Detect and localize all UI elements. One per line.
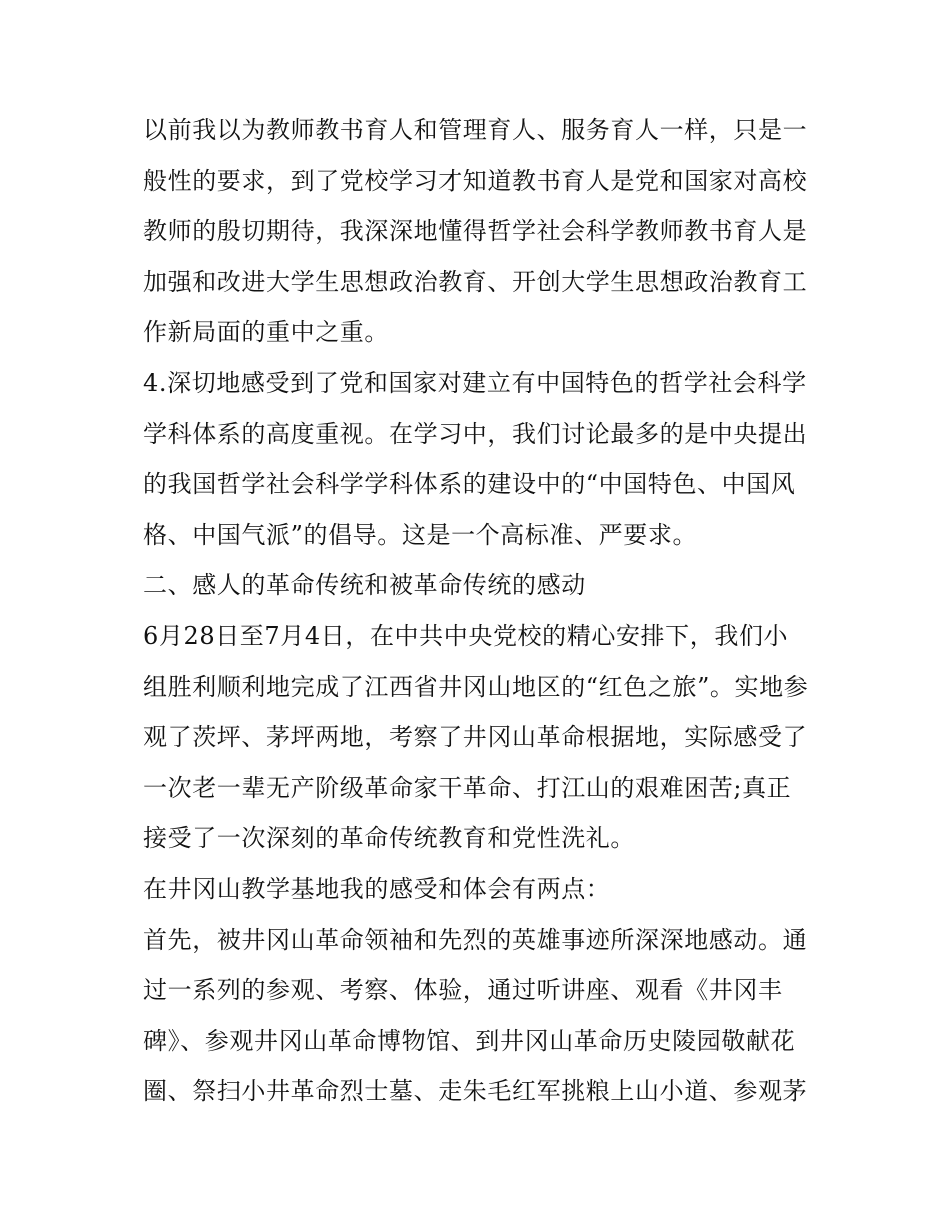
text-line-17: 首先，被井冈山革命领袖和先烈的英雄事迹所深深地感动。通: [143, 925, 808, 954]
section-heading: 二、感人的革命传统和被革命传统的感动: [143, 571, 586, 600]
text-line-4: 加强和改进大学生思想政治教育、开创大学生思想政治教育工: [143, 267, 808, 296]
text-line-6: 4.深切地感受到了党和国家对建立有中国特色的哲学社会科学: [143, 368, 807, 397]
text-line-2: 般性的要求，到了党校学习才知道教书育人是党和国家对高校: [143, 166, 808, 195]
text-line-19: 碑》、参观井冈山革命博物馆、到井冈山革命历史陵园敬献花: [143, 1026, 796, 1055]
text-line-14: 一次老一辈无产阶级革命家干革命、打江山的艰难困苦;真正: [143, 773, 792, 802]
text-line-12: 组胜利顺利地完成了江西省井冈山地区的“红色之旅”。实地参: [143, 672, 809, 701]
text-line-3: 教师的殷切期待，我深深地懂得哲学社会科学教师教书育人是: [143, 217, 808, 246]
text-line-5: 作新局面的重中之重。: [143, 318, 389, 347]
text-line-18: 过一系列的参观、考察、体验，通过听讲座、观看《井冈丰: [143, 976, 783, 1005]
text-line-16: 在井冈山教学基地我的感受和体会有两点：: [143, 874, 611, 903]
text-line-9: 格、中国气派”的倡导。这是一个高标准、严要求。: [143, 520, 698, 549]
text-line-15: 接受了一次深刻的革命传统教育和党性洗礼。: [143, 824, 635, 853]
text-line-11: 6月28日至7月4日，在中共中央党校的精心安排下，我们小: [143, 621, 789, 650]
text-line-8: 的我国哲学社会科学学科体系的建设中的“中国特色、中国风: [143, 470, 796, 499]
text-line-20: 圈、祭扫小井革命烈士墓、走朱毛红军挑粮上山小道、参观茅: [143, 1077, 808, 1106]
text-line-13: 观了茨坪、茅坪两地，考察了井冈山革命根据地，实际感受了: [143, 723, 808, 752]
text-line-7: 学科体系的高度重视。在学习中，我们讨论最多的是中央提出: [143, 419, 808, 448]
text-line-1: 以前我以为教师教书育人和管理育人、服务育人一样，只是一: [143, 116, 808, 144]
body-text: [143, 105, 823, 1117]
